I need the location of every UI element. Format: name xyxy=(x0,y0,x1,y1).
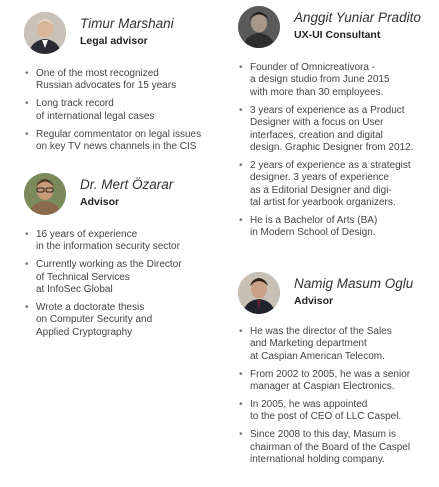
bullet-item: • From 2002 to 2005, he was a senior manager at Caspian Electronics. xyxy=(238,369,439,394)
member-role: Advisor xyxy=(294,295,334,307)
bullet-item: • Wrote a doctorate thesis on Computer Security and Applied Cryptography xyxy=(24,302,220,339)
member-name: Timur Marshani xyxy=(80,16,174,31)
member-name: Namig Masum Oglu xyxy=(294,276,414,291)
avatar-photo xyxy=(24,12,66,54)
member-name: Anggit Yuniar Pradito xyxy=(294,10,421,25)
bullet-item: • Regular commentator on legal issues on key TV news channels in the CIS xyxy=(24,129,220,154)
bullet-item: • Founder of Omnicreativora - a design studio from June 2015 with more than 30 employees. xyxy=(238,62,439,99)
member-role: Legal advisor xyxy=(80,35,148,47)
member-bullet-list xyxy=(238,326,439,472)
bullet-item: • One of the most recognized Russian advocates for 15 years xyxy=(24,68,220,93)
avatar-photo xyxy=(24,173,66,215)
bullet-item: • In 2005, he was appointed to the post of CEO of LLC Caspel. xyxy=(238,399,439,424)
member-role: UX-UI Consultant xyxy=(294,29,381,41)
bullet-item: • Long track record of international legal cases xyxy=(24,98,220,123)
bullet-item: • He was the director of the Sales and Marketing department at Caspian American Telecom. xyxy=(238,326,439,363)
member-bullet-list xyxy=(238,62,439,245)
member-role: Advisor xyxy=(80,196,120,208)
bullet-item: • Currently working as the Director of Technical Services at InfoSec Global xyxy=(24,259,220,296)
bullet-item: • 16 years of experience in the information security sector xyxy=(24,229,220,254)
bullet-item: • 3 years of experience as a Product Designer with a focus on User interfaces, creation and digital design. Graphic Designer from 2012. xyxy=(238,105,439,155)
avatar-photo xyxy=(238,6,280,48)
avatar-photo xyxy=(238,272,280,314)
member-bullet-list xyxy=(24,68,220,159)
member-name: Dr. Mert Özarar xyxy=(80,177,174,192)
bullet-item: • He is a Bachelor of Arts (BA) in Modern School of Design. xyxy=(238,215,439,240)
bullet-item: • Since 2008 to this day, Masum is chairman of the Board of the Caspel international holding company. xyxy=(238,429,439,466)
member-bullet-list xyxy=(24,229,220,345)
bullet-item: • 2 years of experience as a strategist designer. 3 years of experience as a Editorial Designer and digi- tal artist for yearbook organizers. xyxy=(238,160,439,210)
